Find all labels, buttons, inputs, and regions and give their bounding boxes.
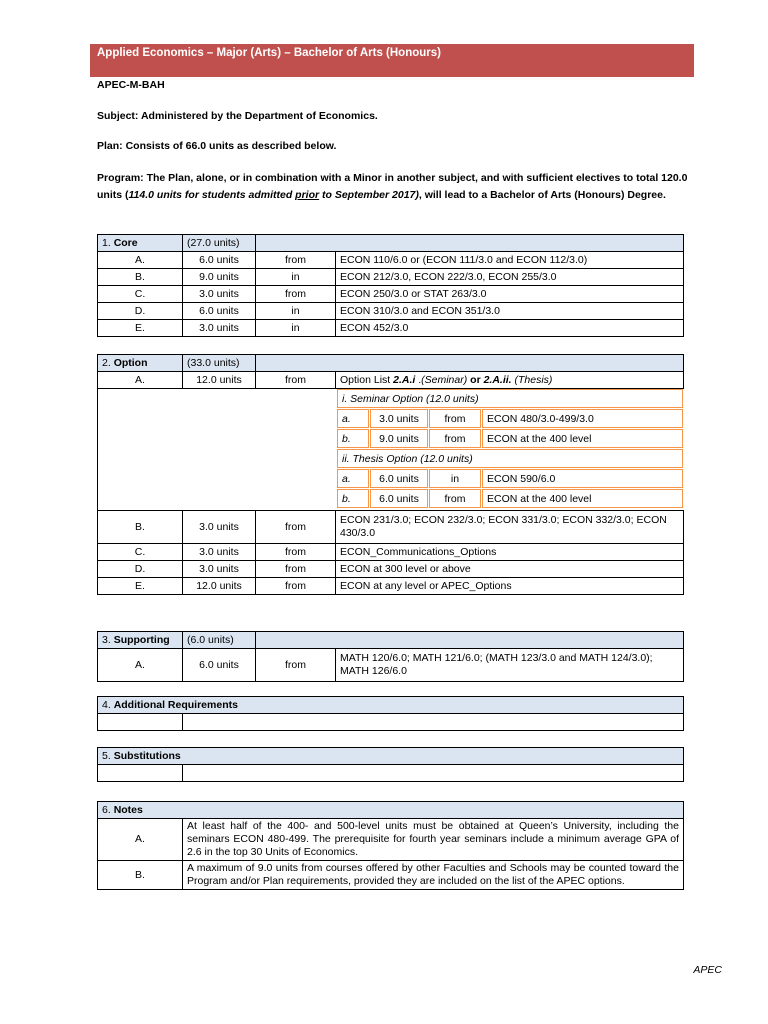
table-row — [98, 861, 684, 890]
option-units: (33.0 units) — [183, 355, 256, 372]
program-underline: prior — [295, 189, 320, 201]
notes-header — [98, 802, 684, 819]
supporting-header — [98, 632, 684, 649]
option-list-ref-1: 2.A.i — [393, 373, 419, 386]
table-row — [98, 511, 684, 544]
row-course: ECON 480/3.0-499/3.0 — [482, 409, 683, 428]
row-label: b. — [342, 432, 351, 445]
supporting-title: Supporting — [113, 633, 170, 646]
row-rel: in — [256, 269, 336, 286]
row-units: 6.0 units — [183, 303, 256, 320]
option-sublist-table — [336, 388, 684, 509]
row-course: ECON 110/6.0 or (ECON 111/3.0 and ECON 112/3.0) — [336, 252, 684, 269]
notes-num: 6. — [102, 803, 114, 816]
option-list-thesis: (Thesis) — [511, 373, 553, 386]
row-label: b. — [342, 492, 351, 505]
row-label: E. — [98, 320, 183, 337]
table-row — [337, 489, 683, 508]
supporting-table — [97, 631, 684, 682]
row-label: E. — [98, 578, 183, 595]
substitutions-num: 5. — [102, 749, 114, 762]
row-label: B. — [98, 269, 183, 286]
option-left-border — [97, 388, 98, 510]
row-rel: from — [256, 252, 336, 269]
row-units: 3.0 units — [183, 544, 256, 561]
thesis-option-title: ii. Thesis Option (12.0 units) — [342, 452, 473, 465]
row-label: C. — [98, 544, 183, 561]
row-rel: from — [256, 286, 336, 303]
note-label: B. — [98, 861, 183, 890]
table-row — [98, 269, 684, 286]
row-course: ECON 231/3.0; ECON 232/3.0; ECON 331/3.0; ECON 332/3.0; ECON 430/3.0 — [336, 511, 684, 544]
table-row — [98, 286, 684, 303]
substitutions-title: Substitutions — [113, 749, 181, 762]
core-table — [97, 234, 684, 337]
row-rel: from — [256, 372, 336, 389]
row-rel: from — [256, 544, 336, 561]
row-units: 6.0 units — [183, 252, 256, 269]
row-rel: from — [256, 511, 336, 544]
program-paragraph — [97, 170, 692, 204]
title-banner — [90, 44, 694, 77]
row-rel: in — [256, 320, 336, 337]
option-num: 2. — [102, 356, 114, 369]
row-units: 6.0 units — [370, 469, 428, 488]
program-text-1: Program: The Plan, alone, or in combination with a Minor in another subject, and with sufficient electives to total 120.0 units ( — [97, 172, 688, 201]
option-list-or: or — [467, 373, 484, 386]
banner-title: Applied Economics – Major (Arts) – Bachelor of Arts (Honours) — [97, 47, 441, 59]
option-list-dot: . — [418, 373, 422, 386]
row-label: A. — [98, 372, 183, 389]
row-rel: in — [256, 303, 336, 320]
row-course: ECON 590/6.0 — [482, 469, 683, 488]
table-row — [98, 649, 684, 682]
row-units: 6.0 units — [370, 489, 428, 508]
row-label: A. — [98, 252, 183, 269]
table-row — [337, 429, 683, 448]
option-list-text: Option List — [340, 373, 394, 386]
notes-table — [97, 801, 684, 890]
row-units: 12.0 units — [183, 578, 256, 595]
row-units: 9.0 units — [370, 429, 428, 448]
row-rel: from — [429, 489, 481, 508]
notes-title: Notes — [113, 803, 143, 816]
footer-label: APEC — [693, 964, 722, 976]
option-table-top — [97, 354, 684, 389]
core-header — [98, 235, 684, 252]
option-list-seminar: (Seminar) — [421, 373, 468, 386]
seminar-option-title-row — [337, 389, 683, 408]
row-label: D. — [98, 561, 183, 578]
row-units: 9.0 units — [183, 269, 256, 286]
additional-num: 4. — [102, 698, 114, 711]
table-row — [98, 578, 684, 595]
subject-line: Subject: Administered by the Department of Economics. — [97, 110, 378, 122]
row-course: ECON at the 400 level — [482, 489, 683, 508]
table-row — [98, 372, 684, 389]
table-row — [337, 409, 683, 428]
core-title: Core — [113, 236, 138, 249]
option-table-bottom — [97, 510, 684, 595]
row-label: a. — [342, 412, 351, 425]
table-row — [98, 714, 684, 731]
additional-header — [98, 697, 684, 714]
row-units: 3.0 units — [183, 511, 256, 544]
program-italic-1: 114.0 units for students admitted — [128, 189, 296, 201]
row-rel: from — [256, 561, 336, 578]
plan-line: Plan: Consists of 66.0 units as described below. — [97, 140, 337, 152]
row-course: ECON at 300 level or above — [336, 561, 684, 578]
row-rel: from — [429, 429, 481, 448]
thesis-option-title-row — [337, 449, 683, 468]
option-title: Option — [113, 356, 148, 369]
row-course: ECON 452/3.0 — [336, 320, 684, 337]
row-label: D. — [98, 303, 183, 320]
row-units: 12.0 units — [183, 372, 256, 389]
table-row — [98, 320, 684, 337]
substitutions-table — [97, 747, 684, 782]
row-units: 3.0 units — [370, 409, 428, 428]
note-label: A. — [98, 819, 183, 861]
table-row — [98, 765, 684, 782]
row-rel: from — [256, 578, 336, 595]
option-list-cell — [336, 372, 684, 389]
plan-code: APEC-M-BAH — [97, 79, 165, 91]
row-units: 3.0 units — [183, 561, 256, 578]
supporting-num: 3. — [102, 633, 114, 646]
additional-title: Additional Requirements — [113, 698, 238, 711]
row-units: 3.0 units — [183, 320, 256, 337]
table-row — [98, 561, 684, 578]
seminar-option-title: i. Seminar Option (12.0 units) — [342, 392, 479, 405]
program-text-2: , will lead to a Bachelor of Arts (Honours) Degree. — [418, 189, 666, 201]
option-header — [98, 355, 684, 372]
row-course: ECON 310/3.0 and ECON 351/3.0 — [336, 303, 684, 320]
table-row — [98, 252, 684, 269]
row-label: A. — [98, 649, 183, 682]
row-label: B. — [98, 511, 183, 544]
substitutions-header — [98, 748, 684, 765]
row-rel: in — [429, 469, 481, 488]
table-row — [98, 819, 684, 861]
core-num: 1. — [102, 236, 114, 249]
program-italic-2: to September 2017) — [319, 189, 419, 201]
row-units: 6.0 units — [183, 649, 256, 682]
row-rel: from — [256, 649, 336, 682]
row-label: C. — [98, 286, 183, 303]
supporting-units: (6.0 units) — [183, 632, 256, 649]
row-units: 3.0 units — [183, 286, 256, 303]
row-label: a. — [342, 472, 351, 485]
note-text: A maximum of 9.0 units from courses offered by other Faculties and Schools may be counted toward the Program and/or Plan requirements, provided they are included on the list of the APEC options. — [183, 861, 684, 890]
additional-table — [97, 696, 684, 731]
row-course: ECON 212/3.0, ECON 222/3.0, ECON 255/3.0 — [336, 269, 684, 286]
row-rel: from — [429, 409, 481, 428]
table-row — [98, 544, 684, 561]
row-course: ECON at the 400 level — [482, 429, 683, 448]
table-row — [337, 469, 683, 488]
core-units: (27.0 units) — [183, 235, 256, 252]
row-course: ECON 250/3.0 or STAT 263/3.0 — [336, 286, 684, 303]
note-text: At least half of the 400- and 500-level units must be obtained at Queen’s University, including the seminars ECON 480-499. The prerequisite for fourth year seminars include a minimum average GPA of 2.6 in the top 30 Units of Economics. — [183, 819, 684, 861]
row-course: ECON at any level or APEC_Options — [336, 578, 684, 595]
option-list-ref-2: 2.A.ii. — [483, 373, 512, 386]
row-course: MATH 120/6.0; MATH 121/6.0; (MATH 123/3.0 and MATH 124/3.0); MATH 126/6.0 — [336, 649, 684, 682]
table-row — [98, 303, 684, 320]
row-course: ECON_Communications_Options — [336, 544, 684, 561]
